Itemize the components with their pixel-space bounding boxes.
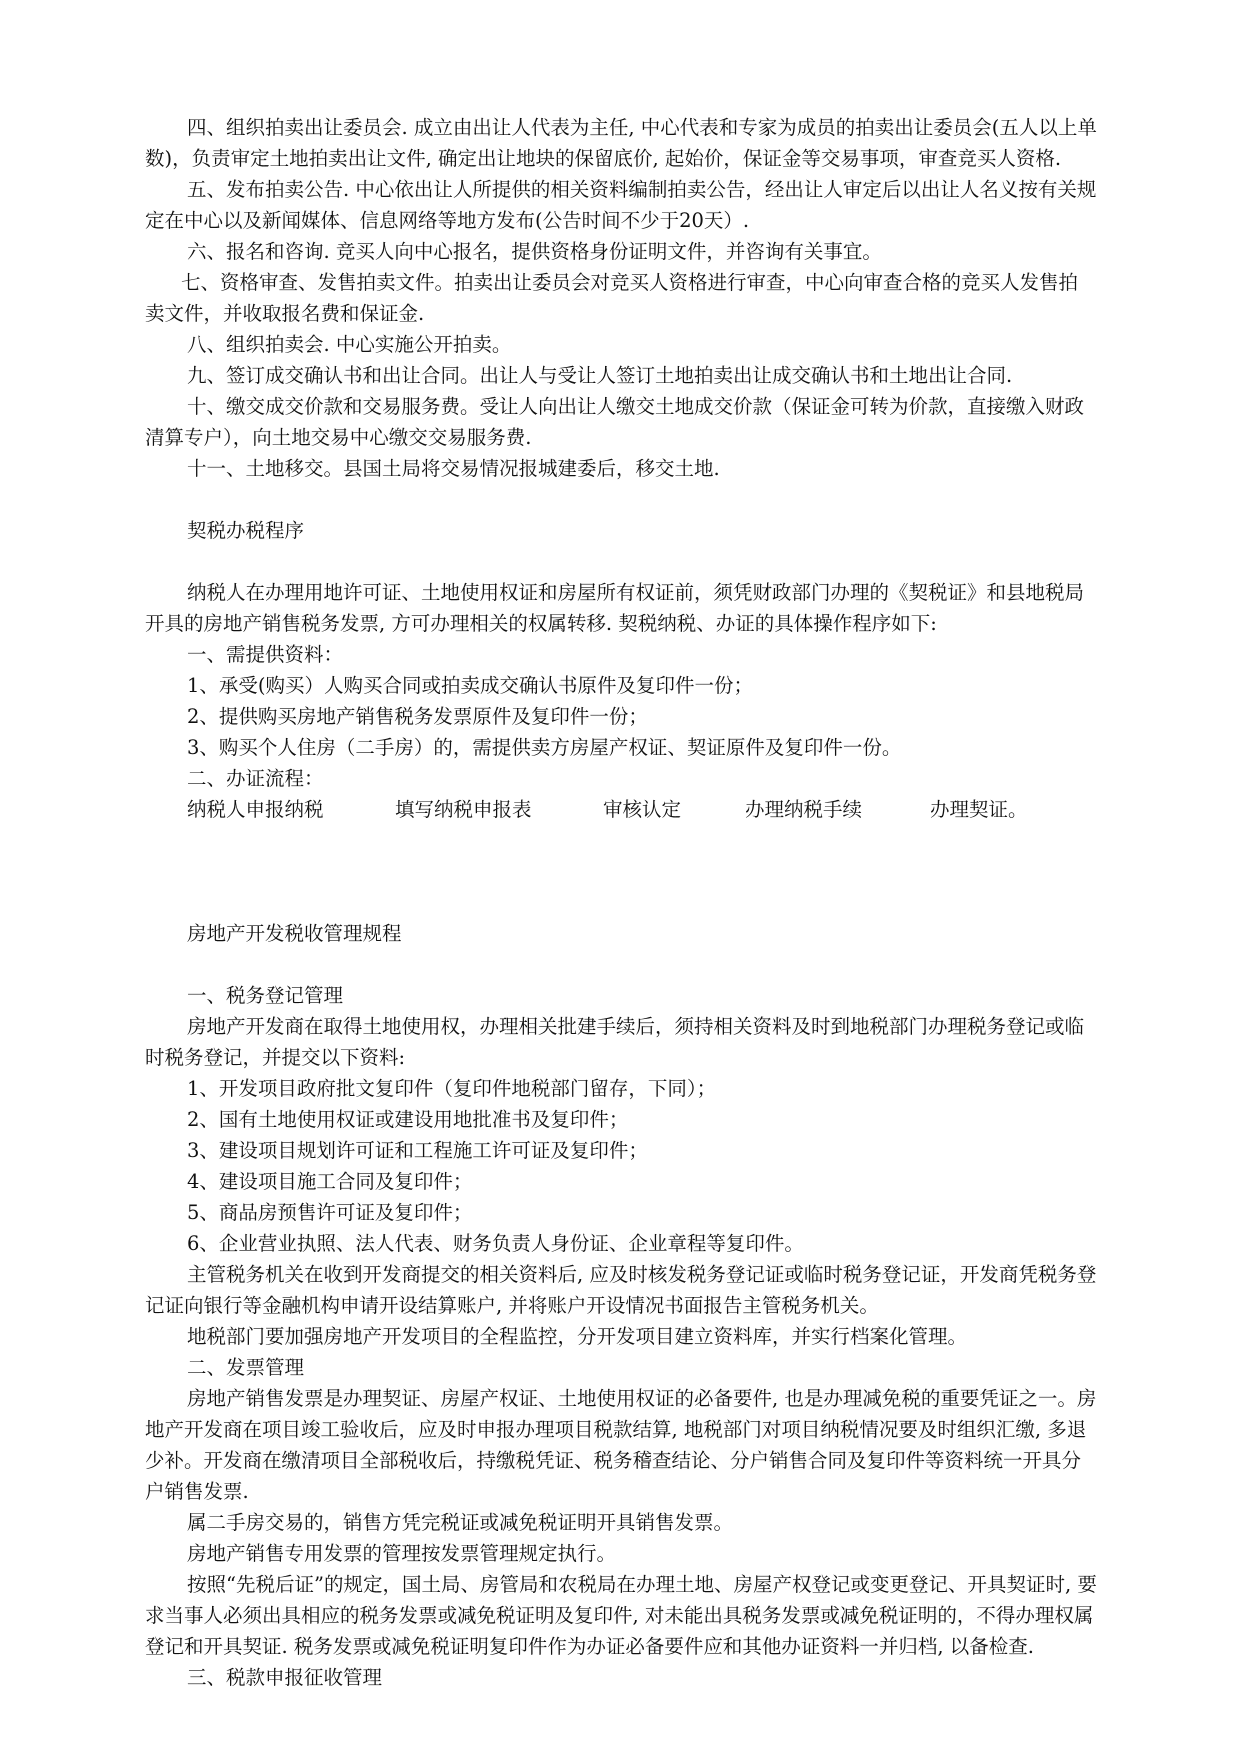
spacer — [145, 484, 1097, 515]
process-step-4: 办理纳税手续 — [745, 798, 863, 821]
auction-step-9: 九、签订成交确认书和出让合同。出让人与受让人签订土地拍卖出让成交确认书和土地出让合同. — [187, 364, 1013, 387]
deed-tax-process-heading: 二、办证流程： — [187, 767, 324, 790]
section1-heading: 一、税务登记管理 — [187, 984, 344, 1007]
auction-step-4: 四、组织拍卖出让委员会. 成立由出让人代表为主任, 中心代表和专家为成员的拍卖出让委员会(五人以上单数)，负责审定土地拍卖出让文件, 确定出让地块的保留底价, 起始价，保证金等交易事项，审查竞买人资格. — [145, 116, 1097, 170]
section2-paragraph-4: 按照“先税后证”的规定，国土局、房管局和农税局在办理土地、房屋产权登记或变更登记、开具契证时, 要求当事人必须出具相应的税务发票或减免税证明及复印件, 对未能出具税务发票或减免税证明的，不得办理权属登记和开具契证. 税务发票或减免税证明复印件作为办证必备要件应和其他办证资料一并归档, 以备检查. — [145, 1573, 1097, 1658]
deed-tax-intro: 纳税人在办理用地许可证、土地使用权证和房屋所有权证前，须凭财政部门办理的《契税证》和县地税局开具的房地产销售税务发票, 方可办理相关的权属转移. 契税纳税、办证的具体操作程序如下: — [145, 581, 1085, 635]
spacer — [145, 546, 1097, 577]
section2-paragraph-2: 属二手房交易的，销售方凭完税证或减免税证明开具销售发票。 — [187, 1511, 734, 1534]
spacer — [145, 887, 1097, 918]
auction-step-10: 十、缴交成交价款和交易服务费。受让人向出让人缴交土地成交价款（保证金可转为价款，直接缴入财政清算专户），向土地交易中心缴交交易服务费. — [145, 395, 1085, 449]
section1-paragraph-2: 地税部门要加强房地产开发项目的全程监控，分开发项目建立资料库，并实行档案化管理。 — [187, 1325, 968, 1348]
section1-paragraph-1: 主管税务机关在收到开发商提交的相关资料后, 应及时核发税务登记证或临时税务登记证，开发商凭税务登记证向银行等金融机构申请开设结算账户, 并将账户开设情况书面报告主管税务机关。 — [145, 1263, 1097, 1317]
section1-item-4: 4、建设项目施工合同及复印件； — [187, 1170, 473, 1193]
section1-item-6: 6、企业营业执照、法人代表、财务负责人身份证、企业章程等复印件。 — [187, 1232, 804, 1255]
deed-tax-materials-heading: 一、需提供资料： — [187, 643, 344, 666]
auction-step-5: 五、发布拍卖公告. 中心依出让人所提供的相关资料编制拍卖公告，经出让人审定后以出让人名义按有关规定在中心以及新闻媒体、信息网络等地方发布(公告时间不少于20天）. — [145, 178, 1097, 232]
deed-tax-title: 契税办税程序 — [187, 519, 305, 542]
document-body — [145, 112, 1097, 1693]
section1-item-3: 3、建设项目规划许可证和工程施工许可证及复印件； — [187, 1139, 648, 1162]
process-step-2: 填写纳税申报表 — [395, 798, 532, 821]
process-step-5: 办理契证。 — [930, 798, 1028, 821]
real-estate-title: 房地产开发税收管理规程 — [187, 922, 402, 945]
process-step-1: 纳税人申报纳税 — [187, 798, 324, 821]
process-step-3: 审核认定 — [603, 798, 682, 821]
deed-tax-process-flow — [145, 794, 1097, 825]
section1-intro: 房地产开发商在取得土地使用权，办理相关批建手续后，须持相关资料及时到地税部门办理税务登记或临时税务登记，并提交以下资料: — [145, 1015, 1085, 1069]
section2-paragraph-3: 房地产销售专用发票的管理按发票管理规定执行。 — [187, 1542, 617, 1565]
auction-step-6: 六、报名和咨询. 竞买人向中心报名，提供资格身份证明文件，并咨询有关事宜。 — [187, 240, 882, 263]
deed-tax-material-2: 2、提供购买房地产销售税务发票原件及复印件一份； — [187, 705, 648, 728]
section1-item-1: 1、开发项目政府批文复印件（复印件地税部门留存，下同）； — [187, 1077, 717, 1100]
section2-paragraph-1: 房地产销售发票是办理契证、房屋产权证、土地使用权证的必备要件, 也是办理减免税的重要凭证之一。房地产开发商在项目竣工验收后，应及时申报办理项目税款结算, 地税部门对项目纳税情况要及时组织汇缴, 多退少补。开发商在缴清项目全部税收后，持缴税凭证、税务稽查结论、分户销售合同及复印件等资料统一开具分户销售发票. — [145, 1387, 1097, 1503]
auction-step-8: 八、组织拍卖会. 中心实施公开拍卖。 — [187, 333, 512, 356]
section1-item-5: 5、商品房预售许可证及复印件； — [187, 1201, 473, 1224]
deed-tax-material-3: 3、购买个人住房（二手房）的，需提供卖方房屋产权证、契证原件及复印件一份。 — [187, 736, 902, 759]
auction-step-11: 十一、土地移交。县国土局将交易情况报城建委后，移交土地. — [187, 457, 720, 480]
section1-item-2: 2、国有土地使用权证或建设用地批准书及复印件； — [187, 1108, 629, 1131]
section2-heading: 二、发票管理 — [187, 1356, 305, 1379]
spacer — [145, 825, 1097, 887]
section3-heading: 三、税款申报征收管理 — [187, 1666, 383, 1689]
spacer — [145, 949, 1097, 980]
auction-step-7: 七、资格审查、发售拍卖文件。拍卖出让委员会对竞买人资格进行审查，中心向审查合格的竞买人发售拍卖文件，并收取报名费和保证金. — [145, 271, 1079, 325]
deed-tax-material-1: 1、承受(购买）人购买合同或拍卖成交确认书原件及复印件一份； — [187, 674, 754, 697]
